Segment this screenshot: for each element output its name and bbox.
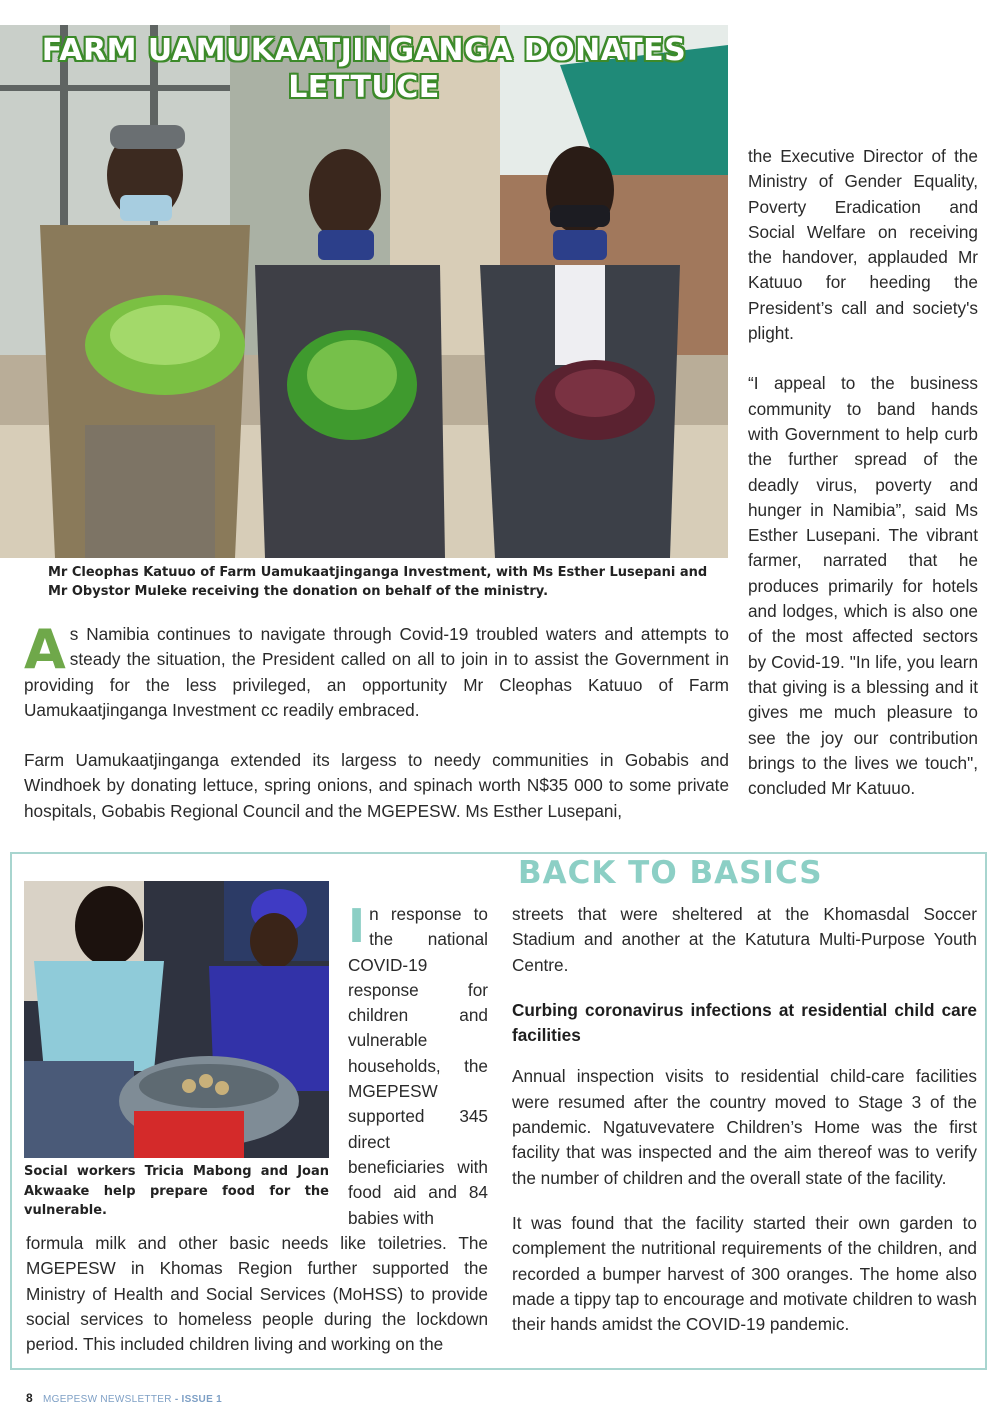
back-to-basics-title: BACK TO BASICS bbox=[518, 855, 823, 891]
article1-body bbox=[24, 618, 729, 849]
issue-label: - ISSUE 1 bbox=[174, 1394, 222, 1405]
social-workers-photo-illustration bbox=[24, 881, 329, 1158]
article2-lead-text: n response to the national COVID-19 response for children and vulnerable households, the MGEPESW supported 345 direct beneficiaries with food aid and 84 babies with bbox=[348, 904, 488, 1228]
article1-paragraph-2: Farm Uamukaatjinganga extended its largess to needy communities in Gobabis and Windhoek by donating lettuce, spring onions, and spinach worth N$35 000 to some private hospitals, Gobabis Regional Council and the MGEPESW. Ms Esther Lusepani, bbox=[24, 750, 729, 821]
article2-narrow-column bbox=[348, 899, 488, 1231]
article1-right-column bbox=[748, 144, 978, 826]
article1-lead-paragraph bbox=[24, 618, 729, 723]
article1-right-paragraph-1: the Executive Director of the Ministry of Gender Equality, Poverty Eradication and Social Welfare on receiving the handover, applauded Mr Katuuo for heeding the President’s call and society's plight. bbox=[748, 146, 978, 344]
article-headline: FARM UAMUKAATJINGANGA DONATES LETTUCE bbox=[41, 33, 687, 105]
photo-caption-bottom: Social workers Tricia Mabong and Joan Akwaake help prepare food for the vulnerable. bbox=[24, 1164, 329, 1218]
newsletter-name: MGEPESW NEWSLETTER bbox=[42, 1394, 172, 1405]
article2-lead-paragraph bbox=[348, 899, 488, 1231]
photo-caption-top: Mr Cleophas Katuuo of Farm Uamukaatjinganga Investment, with Ms Esther Lusepani and Mr Obystor Muleke receiving the donation on behalf of the ministry. bbox=[48, 565, 708, 599]
dropcap-i: I bbox=[348, 899, 366, 953]
article2-continued-column bbox=[26, 1231, 488, 1357]
article1-right-paragraph-2: “I appeal to the business community to band hands with Government to help curb the further spread of the deadly virus, poverty and hunger in Namibia”, said Ms Esther Lusepani. The vibrant farmer, narrated that he produces primarily for hotels and lodges, which is also one of the most affected sectors by Covid-19. "In life, you learn that giving is a blessing and it gives me much pleasure to see the joy our contribution brings to the lives we touch", concluded Mr Katuuo. bbox=[748, 373, 978, 799]
dropcap-a: A bbox=[24, 618, 66, 681]
article2-right-paragraph-3: It was found that the facility started their own garden to complement the nutritional requirements of the children, and recorded a bumper harvest of 300 oranges. The home also made a tippy tap to encourage and motivate children to wash their hands amidst the COVID-19 pandemic. bbox=[512, 1212, 977, 1335]
article2-right-column bbox=[512, 902, 977, 1357]
page-number: 8 bbox=[26, 1391, 33, 1405]
article2-right-paragraph-1: streets that were sheltered at the Khomasdal Soccer Stadium and another at the Katutura Multi-Purpose Youth Centre. bbox=[512, 904, 977, 975]
article2-right-paragraph-2: Annual inspection visits to residential child-care facilities were resumed after the country moved to Stage 3 of the pandemic. Ngatuvevatere Children’s Home was the first facility that was inspected and the aim thereof was to verify the number of children and the overall state of the facility. bbox=[512, 1066, 977, 1188]
social-workers-photo bbox=[24, 881, 329, 1158]
page-footer bbox=[26, 1391, 222, 1405]
article2-subheading: Curbing coronavirus infections at residential child care facilities bbox=[512, 999, 977, 1046]
article1-lead-text: s Namibia continues to navigate through Covid-19 troubled waters and attempts to steady the situation, the President called on all to join in to assist the Government in providing for the less privileged, an opportunity Mr Cleophas Katuuo of Farm Uamukaatjinganga Investment cc readily embraced. bbox=[24, 624, 729, 720]
article2-continued-text: formula milk and other basic needs like toiletries. The MGEPESW in Khomas Region further supported the Ministry of Health and Social Services (MoHSS) to provide social services to homeless people during the lockdown period. This included children living and working on the bbox=[26, 1233, 488, 1355]
